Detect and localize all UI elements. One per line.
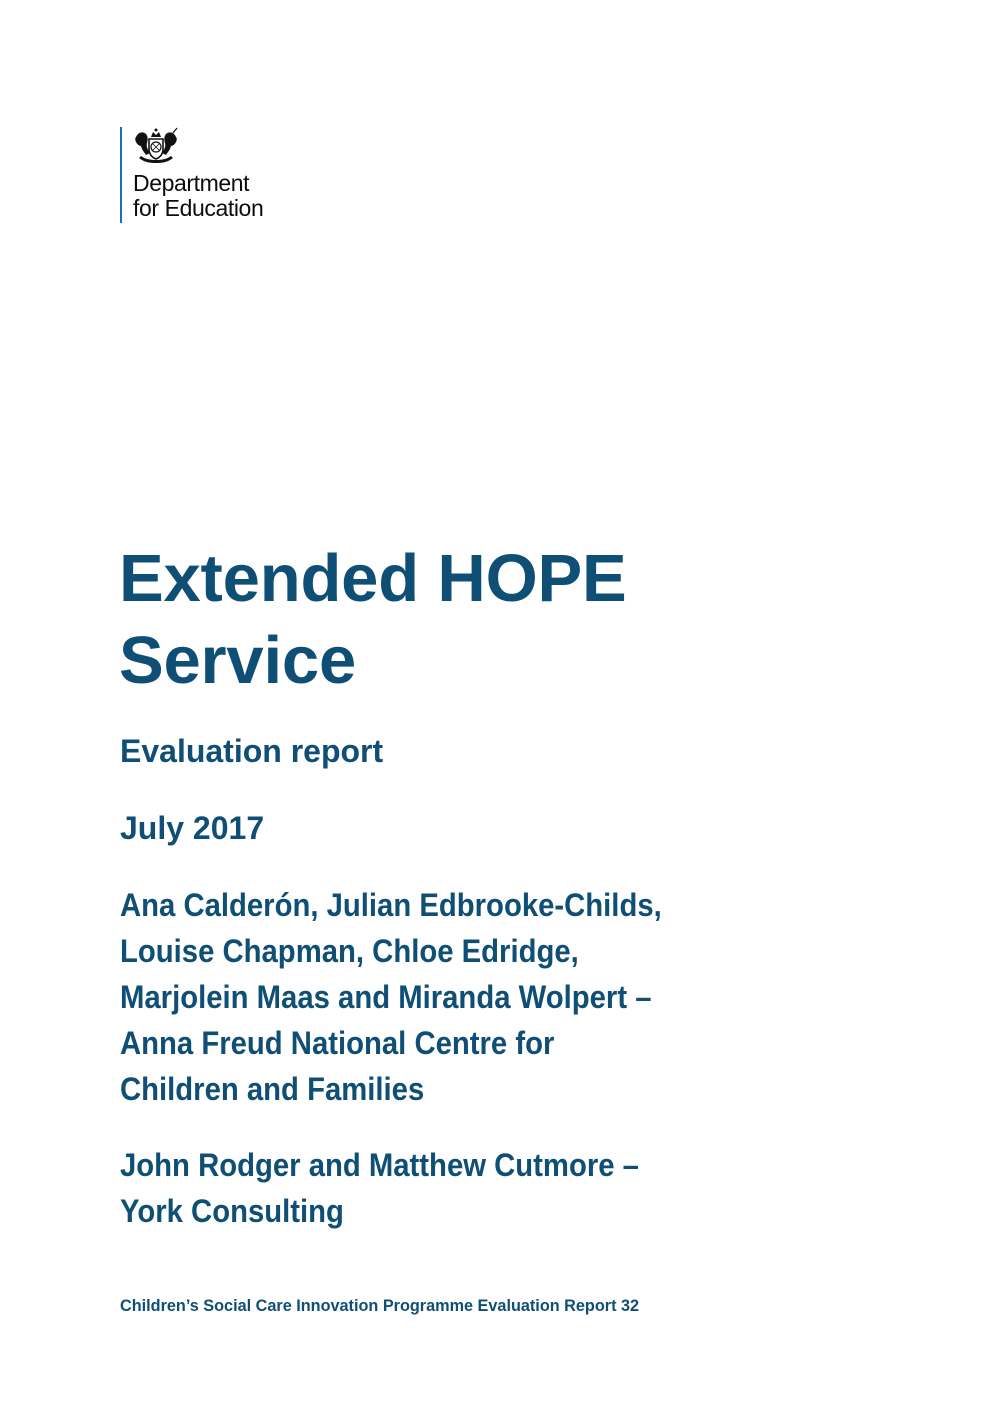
publication-date: July 2017: [120, 810, 265, 846]
logo-content: [133, 127, 263, 223]
author-line: Children and Families: [120, 1071, 425, 1107]
authors-anna-freud: [120, 882, 852, 1112]
author-line: Ana Calderón, Julian Edbrooke-Childs,: [120, 887, 662, 923]
author-line: York Consulting: [120, 1193, 344, 1229]
author-line: Marjolein Maas and Miranda Wolpert –: [120, 979, 652, 1015]
report-title-line-2: Service: [119, 623, 357, 698]
department-name-line-2: for Education: [133, 195, 264, 221]
logo-accent-bar: [120, 127, 122, 223]
report-title-line-1: Extended HOPE: [119, 541, 627, 616]
author-line: John Rodger and Matthew Cutmore –: [120, 1147, 639, 1183]
report-subtitle: Evaluation report: [120, 733, 384, 769]
author-line: Louise Chapman, Chloe Edridge,: [120, 933, 579, 969]
royal-coat-of-arms-icon: [133, 127, 179, 165]
author-line: Anna Freud National Centre for: [120, 1025, 555, 1061]
report-series: Children’s Social Care Innovation Programme Evaluation Report 32: [120, 1296, 640, 1315]
department-name-line-1: Department: [133, 170, 250, 196]
department-logo: [120, 127, 263, 223]
report-title: [119, 538, 626, 702]
authors-york-consulting: [120, 1142, 852, 1234]
